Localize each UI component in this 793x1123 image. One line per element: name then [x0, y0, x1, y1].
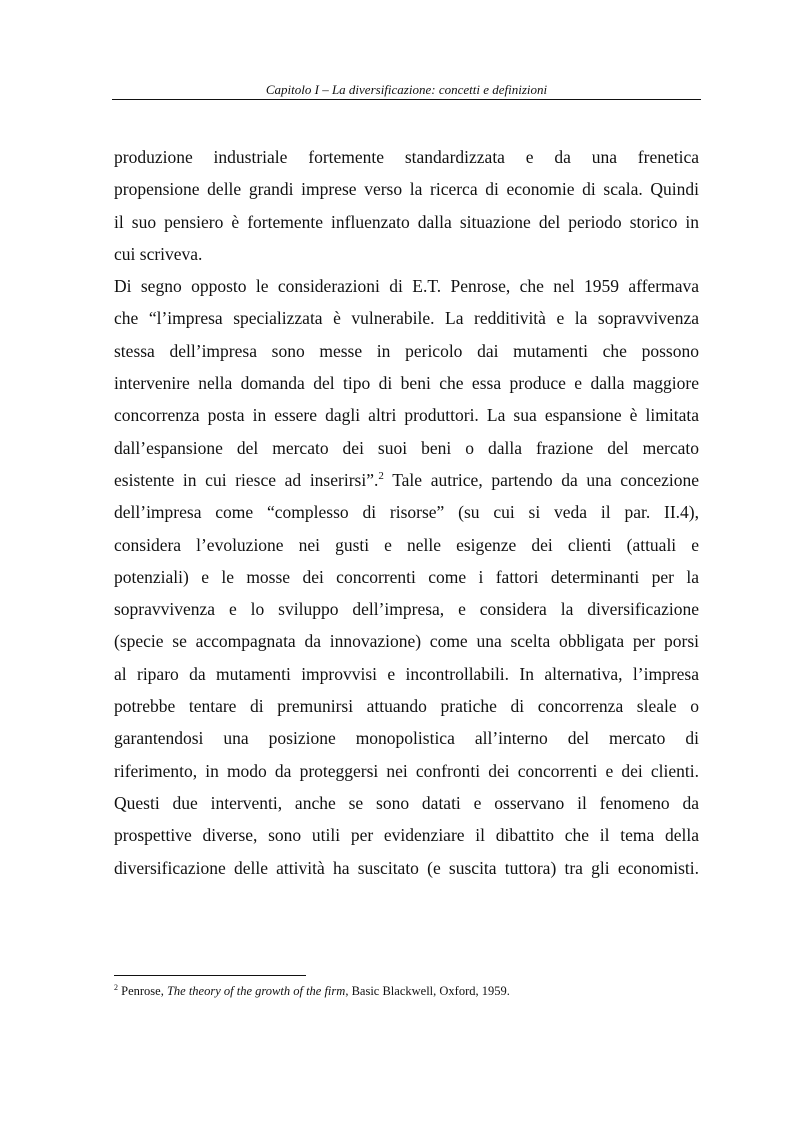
text-fragment: Tale autrice, partendo da una concezione	[383, 469, 699, 490]
text-line: prospettive diverse, sono utili per evidenziare il dibattito che il tema della	[114, 825, 699, 846]
text-line: cui scriveva.	[114, 243, 203, 264]
text-line: considera l’evoluzione nei gusti e nelle esigenze dei clienti (attuali e	[114, 534, 699, 555]
text-line: Questi due interventi, anche se sono datati e osservano il fenomeno da	[114, 792, 699, 813]
text-line: intervenire nella domanda del tipo di beni che essa produce e dalla maggiore	[114, 373, 699, 394]
footnote	[114, 983, 699, 999]
footnote-author: Penrose,	[118, 984, 167, 998]
text-line: dall’espansione del mercato dei suoi beni o dalla frazione del mercato	[114, 437, 699, 458]
footnote-separator	[114, 975, 306, 976]
text-line: concorrenza posta in essere dagli altri produttori. La sua espansione è limitata	[114, 405, 699, 426]
text-line-with-footnote-ref	[114, 464, 699, 496]
text-line: potrebbe tentare di premunirsi attuando pratiche di concorrenza sleale o	[114, 696, 699, 717]
text-fragment: esistente in cui riesce ad inserirsi”.	[114, 469, 379, 490]
text-line: (specie se accompagnata da innovazione) come una scelta obbligata per porsi	[114, 631, 699, 652]
text-line: garantendosi una posizione monopolistica all’interno del mercato di	[114, 728, 699, 749]
footnote-reference[interactable]: 2	[378, 469, 384, 482]
text-line: il suo pensiero è fortemente influenzato dalla situazione del periodo storico in	[114, 211, 699, 232]
text-line: Di segno opposto le considerazioni di E.T. Penrose, che nel 1959 affermava	[114, 276, 699, 297]
body-text	[114, 141, 699, 884]
text-line: che “l’impresa specializzata è vulnerabile. La redditività e la sopravvivenza	[114, 308, 699, 329]
text-line: propensione delle grandi imprese verso la ricerca di economie di scala. Quindi	[114, 179, 699, 200]
text-line: dell’impresa come “complesso di risorse” (su cui si veda il par. II.4),	[114, 502, 699, 523]
text-line: produzione industriale fortemente standardizzata e da una frenetica	[114, 147, 699, 167]
text-line: al riparo da mutamenti improvvisi e incontrollabili. In alternativa, l’impresa	[114, 663, 699, 684]
text-line: stessa dell’impresa sono messe in pericolo dai mutamenti che possono	[114, 340, 699, 361]
footnote-details: , Basic Blackwell, Oxford, 1959.	[345, 984, 510, 998]
footnote-number: 2	[114, 983, 118, 992]
text-line: potenziali) e le mosse dei concorrenti come i fattori determinanti per la	[114, 566, 699, 587]
text-line: sopravvivenza e lo sviluppo dell’impresa, e considera la diversificazione	[114, 599, 699, 620]
text-line: diversificazione delle attività ha suscitato (e suscita tuttora) tra gli economisti.	[114, 857, 699, 878]
header-rule	[112, 99, 701, 100]
running-header: Capitolo I – La diversificazione: concetti e definizioni	[265, 82, 548, 97]
text-line: riferimento, in modo da proteggersi nei confronti dei concorrenti e dei clienti.	[114, 760, 699, 781]
footnote-title: The theory of the growth of the firm	[166, 984, 346, 998]
